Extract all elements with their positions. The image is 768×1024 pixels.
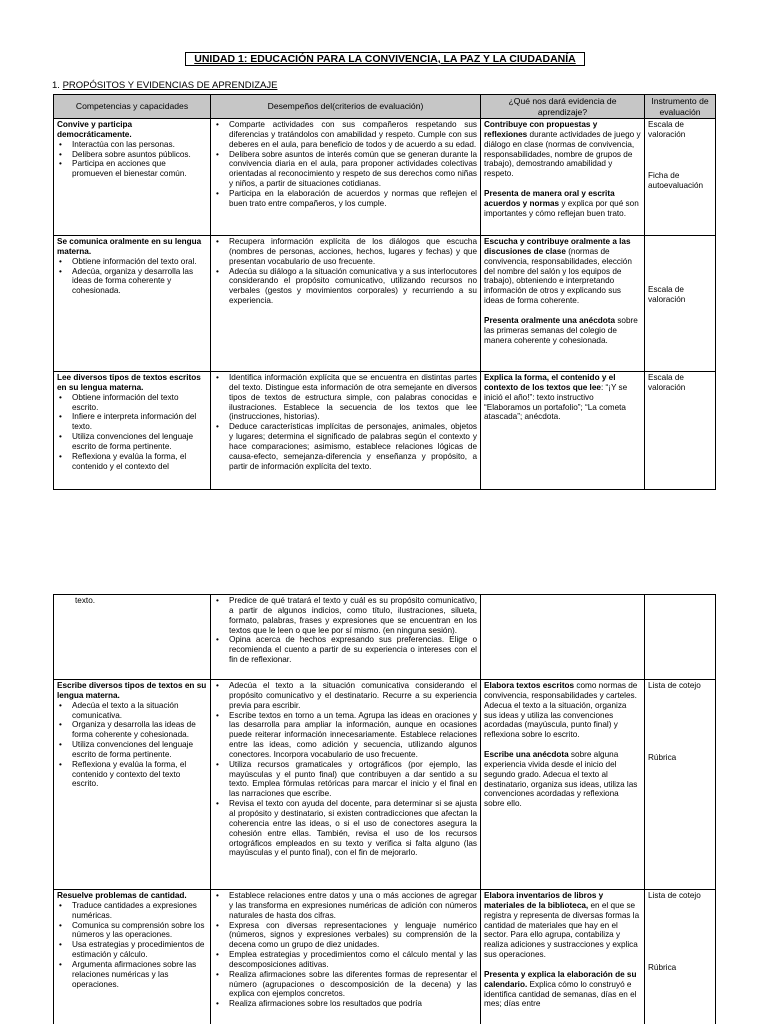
list-item: • Delibera sobre asuntos de interés común que se generan durante la convivencia diaria en el aula, para proponer actividades colectivas orientadas al reconocimiento y respeto de sus derechos como niñas y niños, a partir de situaciones cotidianas. bbox=[214, 150, 477, 189]
evidencia-cell bbox=[481, 890, 645, 1024]
instrumento-cell bbox=[645, 890, 716, 1024]
list-item: • Comunica su comprensión sobre los números y las operaciones. bbox=[57, 921, 207, 941]
competencia-cell bbox=[54, 595, 211, 680]
list-item: • Usa estrategias y procedimientos de estimación y cálculo. bbox=[57, 940, 207, 960]
competencia-cell bbox=[54, 236, 211, 372]
header-evidencia: ¿Qué nos dará evidencia de aprendizaje? bbox=[481, 95, 645, 119]
evidencia-bold: Elabora textos escritos bbox=[484, 681, 575, 690]
evidencia-paragraph bbox=[484, 373, 641, 422]
competencia-cell bbox=[54, 372, 211, 490]
desempenos-cell bbox=[211, 595, 481, 680]
list-item: • Opina acerca de hechos expresando sus preferencias. Elige o recomienda el cuento a partir de su experiencia o intereses con el fin de reflexionar. bbox=[214, 635, 477, 665]
list-item: • Reflexiona y evalúa la forma, el contenido y contexto del texto escrito. bbox=[57, 760, 207, 790]
evidencia-bold: Presenta de manera oral y escrita acuerdos y normas bbox=[484, 189, 615, 208]
capacidades-list bbox=[57, 393, 207, 472]
evidencia-paragraph bbox=[484, 970, 641, 1009]
evidencia-text: sobre alguna experiencia vivida desde el inicio del segundo grado. Adecua el texto al destinatario, organiza sus ideas, utiliza las convenciones acordadas y reflexiona sobre ello. bbox=[484, 750, 638, 809]
evidencia-bold: Presenta oralmente una anécdota bbox=[484, 315, 616, 325]
evidencia-text: sobre las primeras semanas del colegio de manera coherente y cohesionada. bbox=[484, 315, 638, 345]
evidencia-paragraph bbox=[484, 681, 641, 740]
desempenos-list bbox=[214, 373, 477, 471]
desempenos-cell bbox=[211, 680, 481, 890]
evidencia-cell bbox=[481, 119, 645, 236]
instrumento-cell bbox=[645, 119, 716, 236]
list-item: • Participa en acciones que promueven el bienestar común. bbox=[57, 159, 207, 179]
competencia-title: Escribe diversos tipos de textos en su lengua materna. bbox=[57, 681, 207, 700]
instrumento-label: Escala de valoración bbox=[648, 373, 686, 393]
list-item: • Revisa el texto con ayuda del docente, para determinar si se ajusta al propósito y destinatario, si existen contradicciones que afectan la coherencia entre las ideas, o si el uso de conectores asegura la cohesión entre ellas. También, revisa el uso de los recursos ortográficos empleados en su texto y verifica si falta alguno (las mayúsculas y el punto final), con el fin de mejorarlo. bbox=[214, 799, 477, 858]
competencia-title: Se comunica oralmente en su lengua materna. bbox=[57, 237, 202, 256]
learning-table-page1 bbox=[53, 94, 716, 490]
evidencia-text: Explica cómo lo construyó e identifica cantidad de semanas, días en el mes; días entre bbox=[484, 979, 637, 1009]
list-item: • Adecúa su diálogo a la situación comunicativa y a sus interlocutores considerando el propósito comunicativo, utilizando recursos no verbales (gestos y movimientos corporales) y recurriendo a su experiencia. bbox=[214, 267, 477, 306]
list-item: • Realiza afirmaciones sobre las diferentes formas de representar el número (agrupaciones o descomposición de la decena) y las explica con ejemplos concretos. bbox=[214, 970, 477, 1000]
list-item: • Participa en la elaboración de acuerdos y normas que reflejen el buen trato entre compañeros, y los cumple. bbox=[214, 189, 477, 209]
competencia-cell bbox=[54, 890, 211, 1024]
list-item: • Reflexiona y evalúa la forma, el contenido y el contexto del bbox=[57, 452, 207, 472]
desempenos-list bbox=[214, 596, 477, 665]
instrumento-label: Rúbrica bbox=[648, 963, 677, 973]
evidencia-bold: Elabora inventarios de libros y materiales de la biblioteca, bbox=[484, 891, 604, 910]
list-item: • Establece relaciones entre datos y una o más acciones de agregar y las transforma en expresiones numéricas de adición con números naturales de hasta dos cifras. bbox=[214, 891, 477, 921]
list-item: • Infiere e interpreta información del texto. bbox=[57, 412, 207, 432]
competencia-cell bbox=[54, 119, 211, 236]
desempenos-list bbox=[214, 120, 477, 209]
instrumento-label: Ficha de autoevaluación bbox=[648, 170, 704, 190]
evidencia-paragraph bbox=[484, 750, 641, 809]
list-item: • Emplea estrategias y procedimientos como el cálculo mental y las descomposiciones aditivas. bbox=[214, 950, 477, 970]
list-item: • Deduce características implícitas de personajes, animales, objetos y lugares; determina el significado de palabras según el contexto y hace comparaciones; asimismo, establece relaciones lógicas de causa-efecto, semejanza-diferencia y enseñanza y propósito, a partir de información explícita del texto. bbox=[214, 422, 477, 471]
instrumento-cell bbox=[645, 236, 716, 372]
list-item: • Recupera información explícita de los diálogos que escucha (nombres de personas, acciones, hechos, lugares y fechas) y que presentan vocabulario de uso frecuente. bbox=[214, 237, 477, 267]
desempenos-cell bbox=[211, 236, 481, 372]
evidencia-bold: Contribuye con propuestas y reflexiones bbox=[484, 120, 598, 139]
competencia-title: Convive y participa democráticamente. bbox=[57, 120, 133, 139]
table-header-row bbox=[54, 95, 716, 119]
header-desempenos: Desempeños del(criterios de evaluación) bbox=[211, 95, 481, 119]
list-item: • Escribe textos en torno a un tema. Agrupa las ideas en oraciones y las desarrolla para ampliar la información, aunque en ocasiones puede reiterar información innecesariamente. Establece relaciones entre las ideas, como adición y secuencia, utilizando algunos conectores. Incorpora vocabulario de uso frecuente. bbox=[214, 711, 477, 760]
capacidades-list bbox=[57, 140, 207, 179]
evidencia-text: en el que se registra y representa de diversas formas la cantidad de materiales que hay en el sector. Para ello agrupa, contabiliza y realiza adiciones y sustracciones y explica sus operaciones. bbox=[484, 900, 640, 960]
evidencia-text: y explica por qué son importantes y cómo reflejan buen trato. bbox=[484, 198, 639, 218]
evidencia-cell bbox=[481, 595, 645, 680]
list-item: • Interactúa con las personas. bbox=[57, 140, 207, 150]
competencia-title: Lee diversos tipos de textos escritos en su lengua materna. bbox=[57, 373, 201, 392]
list-item: • Organiza y desarrolla las ideas de forma coherente y cohesionada. bbox=[57, 720, 207, 740]
list-item: • Predice de qué tratará el texto y cuál es su propósito comunicativo, a partir de algunos indicios, como título, ilustraciones, silueta, formato, palabras, frases y expresiones que se encuentran en los textos que le leen o que lee por sí mismo. (en ninguna sesión). bbox=[214, 596, 477, 635]
competencia-cell bbox=[54, 680, 211, 890]
evidencia-text: durante actividades de juego y diálogo en clase (normas de convivencia, responsabilidades, nombre de grupos de trabajo), demostrando amabilidad y respeto. bbox=[484, 129, 641, 179]
capacidades-list bbox=[57, 701, 207, 790]
capacidades-list bbox=[57, 257, 207, 296]
desempenos-cell bbox=[211, 119, 481, 236]
evidencia-bold: Escribe una anécdota bbox=[484, 750, 569, 760]
desempenos-list bbox=[214, 681, 477, 858]
header-instrumento: Instrumento de evaluación bbox=[645, 95, 716, 119]
instrumento-label: Lista de cotejo bbox=[648, 681, 701, 690]
list-item: • Identifica información explícita que se encuentra en distintas partes del texto. Distingue esta información de otra semejante en diversos tipos de textos de estructura simple, con palabras conocidas e ilustraciones. Establece la secuencia de los textos que lee (instrucciones, historias). bbox=[214, 373, 477, 422]
learning-table-page2 bbox=[53, 594, 716, 1024]
list-item: • Realiza afirmaciones sobre los resultados que podría bbox=[214, 999, 477, 1009]
list-item: • Comparte actividades con sus compañeros respetando sus diferencias y tratándolos con amabilidad y respeto. Cumple con sus deberes en el aula, para beneficio de todos y de acuerdo a su edad. bbox=[214, 120, 477, 150]
list-item: • Utiliza convenciones del lenguaje escrito de forma pertinente. bbox=[57, 740, 207, 760]
evidencia-bold: Presenta y explica la elaboración de su calendario. bbox=[484, 969, 637, 989]
section-number: 1. bbox=[52, 80, 60, 91]
instrumento-cell bbox=[645, 680, 716, 890]
desempenos-list bbox=[214, 891, 477, 1009]
continuation-text: texto. bbox=[75, 596, 96, 605]
evidencia-paragraph bbox=[484, 237, 641, 306]
evidencia-text: (normas de convivencia, responsabilidades, elección del nombre del salón y los equipos de trabajo), obteniendo e interpretando información de otros y explicando sus ideas de forma coherente. bbox=[484, 246, 632, 306]
list-item: • Utiliza recursos gramaticales y ortográficos (por ejemplo, las mayúsculas y el punto final) que contribuyen a dar sentido a su texto. Emplea fórmulas retóricas para marcar el inicio y el final en las narraciones que escribe. bbox=[214, 760, 477, 799]
list-item: • Traduce cantidades a expresiones numéricas. bbox=[57, 901, 207, 921]
list-item: • Argumenta afirmaciones sobre las relaciones numéricas y las operaciones. bbox=[57, 960, 207, 990]
table-row bbox=[54, 680, 716, 890]
evidencia-bold: Explica la forma, el contenido y el contexto de los textos que lee bbox=[484, 373, 616, 392]
desempenos-cell bbox=[211, 372, 481, 490]
evidencia-cell bbox=[481, 680, 645, 890]
list-item: • Expresa con diversas representaciones y lenguaje numérico (números, signos y expresiones verbales) su comprensión de la decena como un grupo de diez unidades. bbox=[214, 921, 477, 951]
evidencia-paragraph bbox=[484, 189, 641, 219]
evidencia-cell bbox=[481, 236, 645, 372]
list-item: • Obtiene información del texto escrito. bbox=[57, 393, 207, 413]
unit-title: UNIDAD 1: EDUCACIÓN PARA LA CONVIVENCIA, LA PAZ Y LA CIUDADANÍA bbox=[185, 52, 585, 66]
table-row bbox=[54, 890, 716, 1024]
list-item: • Utiliza convenciones del lenguaje escrito de forma pertinente. bbox=[57, 432, 207, 452]
evidencia-text: como normas de convivencia, responsabilidades y carteles. Adecua el texto a la situación, organiza sus ideas y utiliza las convenciones acordadas (mayúscula, punto final) y reflexiona sobre lo escrito. bbox=[484, 681, 638, 740]
evidencia-bold: Escucha y contribuye oralmente a las discusiones de clase bbox=[484, 237, 631, 256]
evidencia-cell bbox=[481, 372, 645, 490]
desempenos-list bbox=[214, 237, 477, 306]
evidencia-paragraph bbox=[484, 120, 641, 179]
section-title bbox=[52, 80, 277, 91]
list-item: • Obtiene información del texto oral. bbox=[57, 257, 207, 267]
evidencia-text: : “¡Y se inició el año!”: texto instructivo “Elaboramos un portafolio”; “La cometa atascada”; anécdota. bbox=[484, 382, 628, 422]
list-item: • Delibera sobre asuntos públicos. bbox=[57, 150, 207, 160]
instrumento-label: Rúbrica bbox=[648, 753, 677, 763]
instrumento-cell bbox=[645, 595, 716, 680]
table-row bbox=[54, 372, 716, 490]
section-heading: PROPÓSITOS Y EVIDENCIAS DE APRENDIZAJE bbox=[62, 80, 278, 91]
capacidades-list bbox=[57, 901, 207, 990]
table-row bbox=[54, 236, 716, 372]
header-competencias: Competencias y capacidades bbox=[54, 95, 211, 119]
desempenos-cell bbox=[211, 890, 481, 1024]
instrumento-label: Lista de cotejo bbox=[648, 891, 701, 900]
instrumento-cell bbox=[645, 372, 716, 490]
list-item: • Adecúa el texto a la situación comunicativa considerando el propósito comunicativo y el destinatario. Recurre a su experiencia previa para escribir. bbox=[214, 681, 477, 711]
list-item: • Adecúa, organiza y desarrolla las ideas de forma coherente y cohesionada. bbox=[57, 267, 207, 297]
instrumento-label: Escala de valoración bbox=[648, 120, 686, 140]
instrumento-label: Escala de valoración bbox=[648, 285, 686, 305]
competencia-title: Resuelve problemas de cantidad. bbox=[57, 891, 187, 900]
table-row bbox=[54, 595, 716, 680]
evidencia-paragraph bbox=[484, 891, 641, 960]
list-item: • Adecúa el texto a la situación comunicativa. bbox=[57, 701, 207, 721]
evidencia-paragraph bbox=[484, 316, 641, 346]
table-row bbox=[54, 119, 716, 236]
